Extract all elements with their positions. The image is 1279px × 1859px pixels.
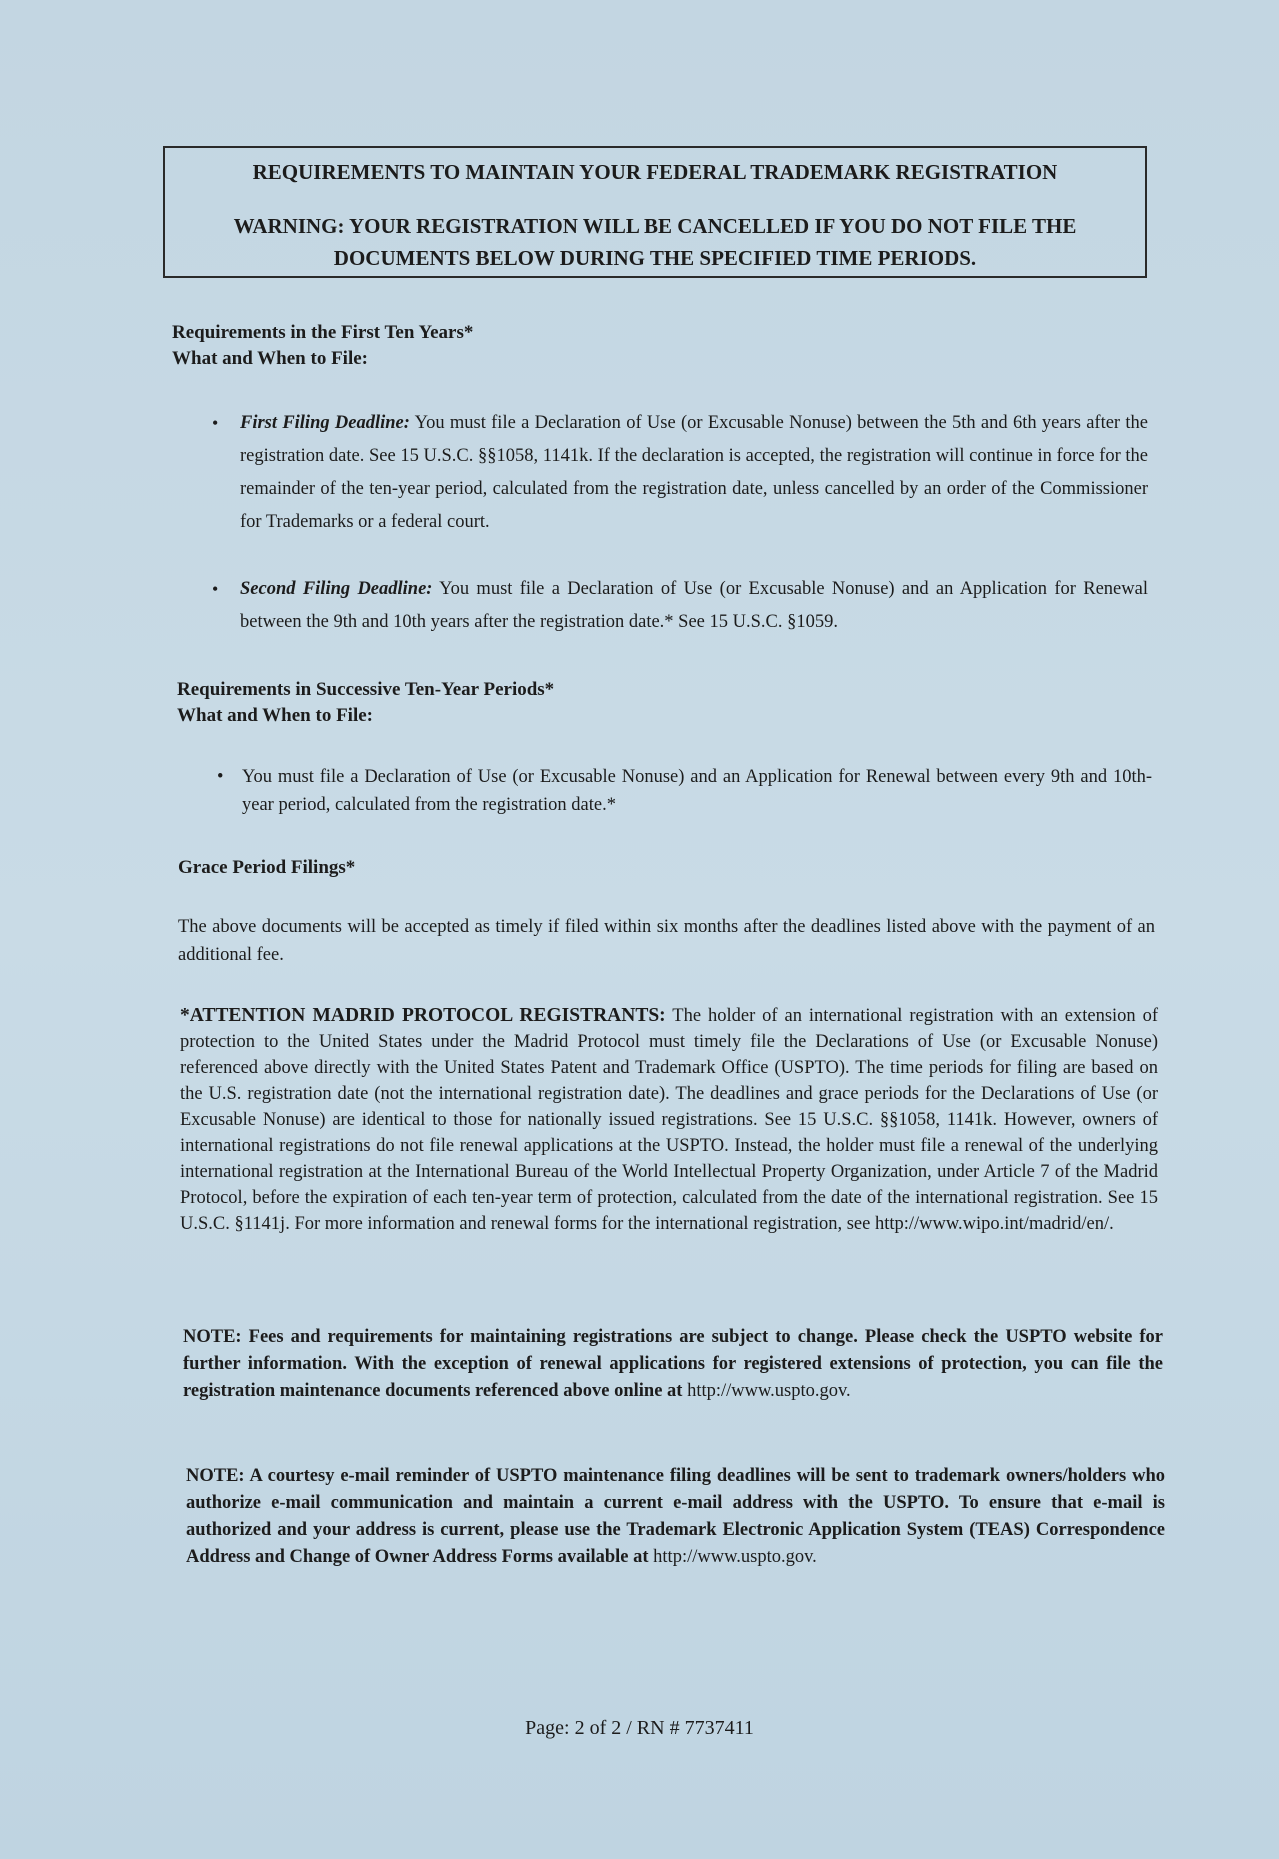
- document-title: REQUIREMENTS TO MAINTAIN YOUR FEDERAL TRADEMARK REGISTRATION: [252, 160, 1058, 184]
- first-ten-years-heading: [172, 320, 473, 372]
- bullet-icon: •: [212, 413, 219, 433]
- madrid-protocol-text: The holder of an international registration with an extension of protection to the United States under the Madrid Protocol must timely file the Declarations of Use (or Excusable Nonuse) referenced above directly with the United States Patent and Trademark Office (USPTO). The time periods for filing are based on the U.S. registration date (not the international registration date). The deadlines and grace periods for the Declarations of Use (or Excusable Nonuse) are identical to those for nationally issued registrations. See 15 U.S.C. §§1058, 1141k. However, owners of international registrations do not file renewal applications at the USPTO. Instead, the holder must file a renewal of the underlying international registration at the International Bureau of the World Intellectual Property Organization, under Article 7 of the Madrid Protocol, before the expiration of each ten-year term of protection, calculated from the date of the international registration. See 15 U.S.C. §1141j. For more information and renewal forms for the international registration, see http://www.wipo.int/madrid/en/.: [180, 1006, 1159, 1234]
- email-reminder-note: [186, 1463, 1165, 1571]
- successive-periods-title: Requirements in Successive Ten-Year Periods*: [177, 679, 555, 700]
- first-filing-deadline-text: You must file a Declaration of Use (or Excusable Nonuse) between the 5th and 6th years after the registration date. See 15 U.S.C. §§1058, 1141k. If the declaration is accepted, the registration will continue in force for the remainder of the ten-year period, calculated from the registration date, unless cancelled by an order of the Commissioner for Trademarks or a federal court.: [240, 413, 1148, 532]
- second-filing-deadline-label: Second Filing Deadline:: [240, 579, 433, 599]
- fees-note-text: NOTE: Fees and requirements for maintaining registrations are subject to change. Please check the USPTO website for further information. With the exception of renewal applications for registered extensions of protection, you can file the registration maintenance documents referenced above online at: [183, 1327, 1163, 1401]
- grace-period-heading: Grace Period Filings*: [178, 857, 356, 878]
- first-ten-years-title: Requirements in the First Ten Years*: [172, 322, 474, 343]
- second-filing-deadline-item: [212, 573, 1148, 639]
- successive-periods-heading: [177, 677, 554, 729]
- successive-periods-item: [217, 763, 1152, 819]
- email-reminder-text: NOTE: A courtesy e-mail reminder of USPTO maintenance filing deadlines will be sent to trademark owners/holders who authorize e-mail communication and maintain a current e-mail address with the USPTO. To ensure that e-mail is authorized and your address is current, please use the Trademark Electronic Application System (TEAS) Correspondence Address and Change of Owner Address Forms available at: [186, 1466, 1165, 1567]
- uspto-link[interactable]: http://www.uspto.gov.: [653, 1547, 817, 1567]
- fees-note: [183, 1324, 1163, 1405]
- second-filing-deadline-text: You must file a Declaration of Use (or Excusable Nonuse) and an Application for Renewal between the 9th and 10th years after the registration date.* See 15 U.S.C. §1059.: [240, 579, 1148, 632]
- madrid-protocol-label: *ATTENTION MADRID PROTOCOL REGISTRANTS:: [180, 1005, 666, 1026]
- warning-box: [163, 146, 1147, 278]
- page-footer: Page: 2 of 2 / RN # 7737411: [525, 1717, 754, 1739]
- uspto-link[interactable]: http://www.uspto.gov.: [687, 1381, 851, 1401]
- madrid-protocol-paragraph: [180, 1003, 1158, 1237]
- successive-periods-subheading: What and When to File:: [177, 705, 374, 726]
- first-ten-years-subheading: What and When to File:: [172, 348, 369, 369]
- first-filing-deadline-item: [212, 407, 1148, 539]
- cancellation-warning: WARNING: YOUR REGISTRATION WILL BE CANCELLED IF YOU DO NOT FILE THE DOCUMENTS BELOW DURING THE SPECIFIED TIME PERIODS.: [233, 214, 1077, 270]
- grace-period-paragraph: The above documents will be accepted as timely if filed within six months after the deadlines listed above with the payment of an additional fee.: [178, 917, 1155, 965]
- bullet-icon: •: [217, 767, 224, 787]
- first-filing-deadline-label: First Filing Deadline:: [240, 413, 410, 433]
- successive-periods-text: You must file a Declaration of Use (or Excusable Nonuse) and an Application for Renewal between every 9th and 10th-year period, calculated from the registration date.*: [242, 767, 1152, 815]
- bullet-icon: •: [212, 579, 219, 599]
